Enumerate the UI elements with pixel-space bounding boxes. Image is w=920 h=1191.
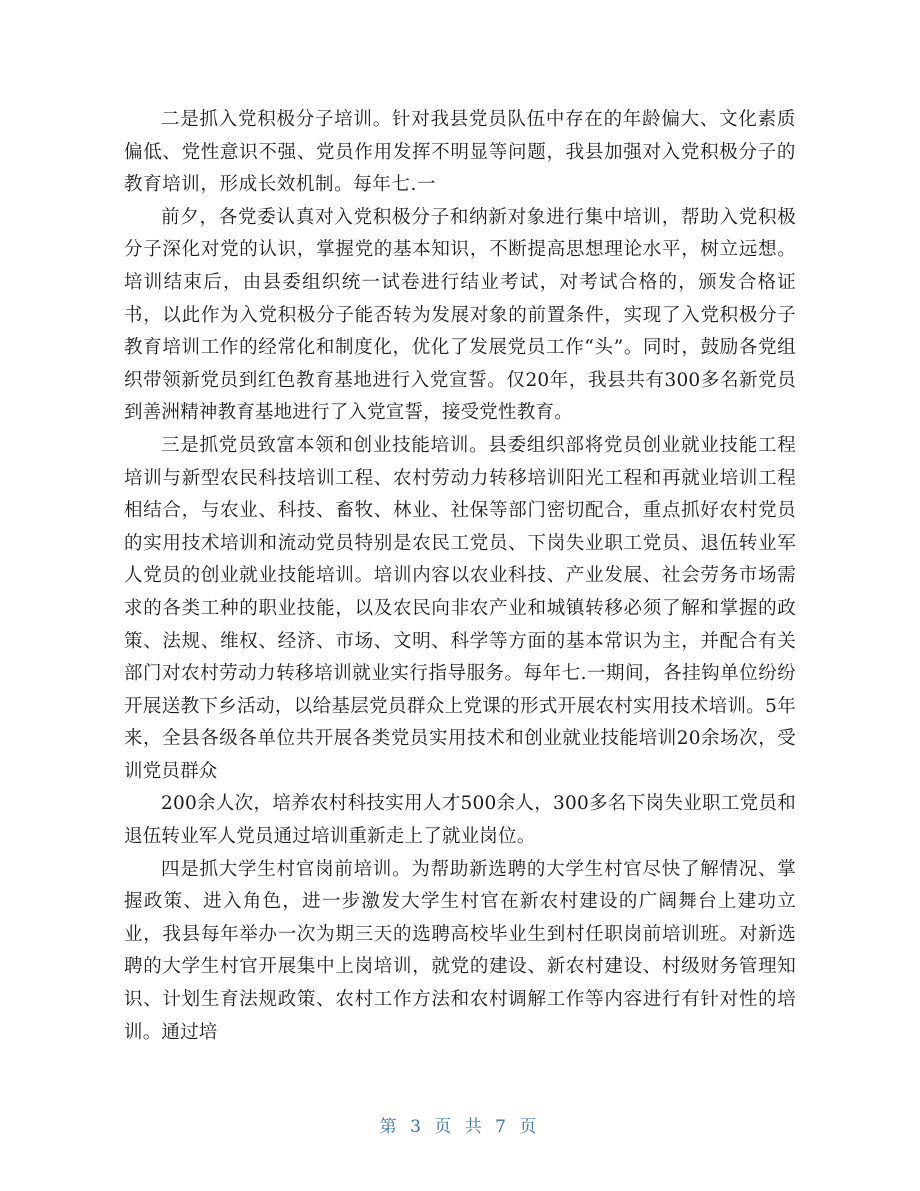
paragraph-pre-july-training: 前夕，各党委认真对入党积极分子和纳新对象进行集中培训，帮助入党积极分子深化对党的认识，掌握党的基本知识，不断提高思想理论水平，树立远想。培训结束后，由县委组织统一试卷进行结业考试，对考试合格的，颁发合格证书，以此作为入党积极分子能否转为发展对象的前置条件，实现了入党积极分子教育培训工作的经常化和制度化，优化了发展党员工作“头”。同时，鼓励各党组织带领新党员到红色教育基地进行入党宣誓。仅20年，我县共有300多名新党员到善洲精神教育基地进行了入党宣誓，接受党性教育。 xyxy=(124,206,796,424)
document-body xyxy=(124,104,796,1049)
paragraph-activist-training: 二是抓入党积极分子培训。针对我县党员队伍中存在的年龄偏大、文化素质偏低、党性意识不强、党员作用发挥不明显等问题，我县加强对入党积极分子的教育培训，形成长效机制。每年七.一 xyxy=(124,109,796,196)
paragraph-training-results: 200余人次，培养农村科技实用人才500余人，300多名下岗失业职工党员和退伍转业军人党员通过培训重新走上了就业岗位。 xyxy=(124,793,796,848)
page-number-footer: 第 3 页 共 7 页 xyxy=(379,1117,541,1137)
paragraph-village-official-training: 四是抓大学生村官岗前培训。为帮助新选聘的大学生村官尽快了解情况、掌握政策、进入角色，进一步激发大学生村官在新农村建设的广阔舞台上建功立业，我县每年举办一次为期三天的选聘高校毕业生到村任职岗前培训班。对新选聘的大学生村官开展集中上岗培训，就党的建设、新农村建设、村级财务管理知识、计划生育法规政策、农村工作方法和农村调解工作等内容进行有针对性的培训。通过培 xyxy=(124,858,796,1043)
paragraph-skills-training: 三是抓党员致富本领和创业技能培训。县委组织部将党员创业就业技能工程培训与新型农民科技培训工程、农村劳动力转移培训阳光工程和再就业培训工程相结合，与农业、科技、畜牧、林业、社保等部门密切配合，重点抓好农村党员的实用技术培训和流动党员特别是农民工党员、下岗失业职工党员、退伍转业军人党员的创业就业技能培训。培训内容以农业科技、产业发展、社会劳务市场需求的各类工种的职业技能，以及农民向非农产业和城镇转移必须了解和掌握的政策、法规、维权、经济、市场、文明、科学等方面的基本常识为主，并配合有关部门对农村劳动力转移培训就业实行指导服务。每年七.一期间，各挂钩单位纷纷开展送教下乡活动，以给基层党员群众上党课的形式开展农村实用技术培训。5年来，全县各级各单位共开展各类党员实用技术和创业就业技能培训20余场次，受训党员群众 xyxy=(124,434,796,782)
